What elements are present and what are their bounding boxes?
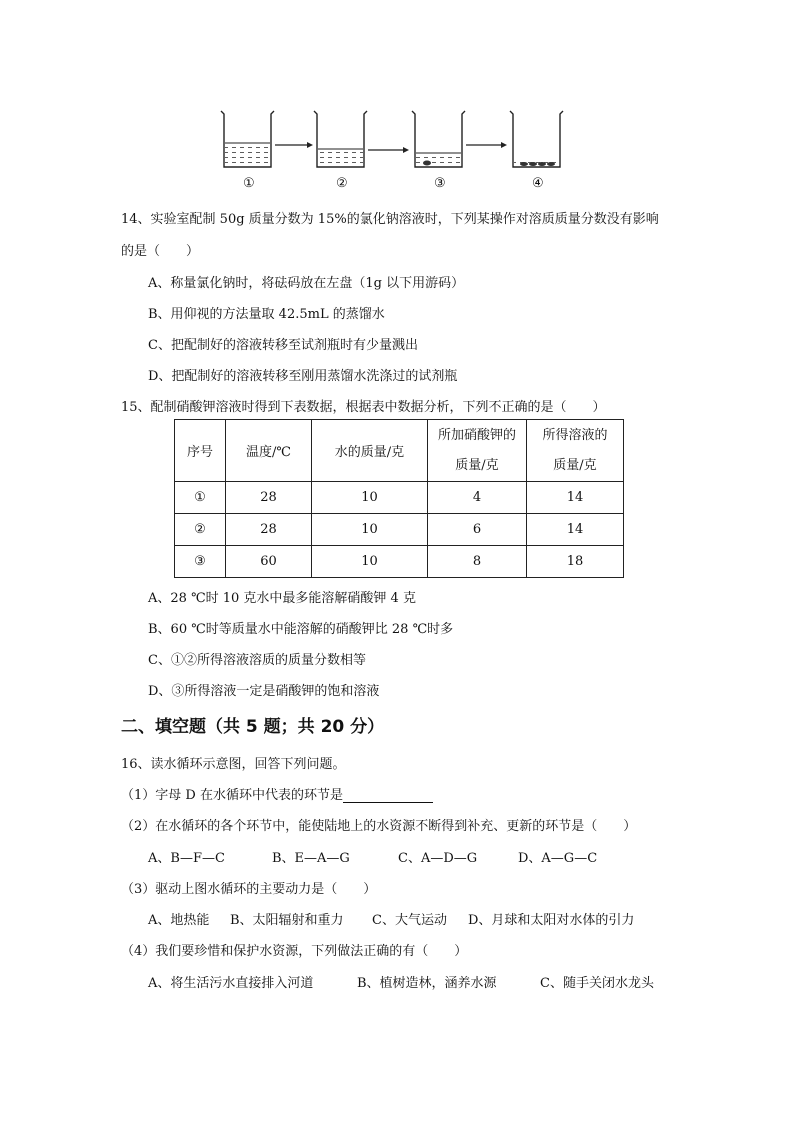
table-cell: 14: [527, 482, 624, 514]
table-cell: ①: [175, 482, 226, 514]
table-cell: 14: [527, 514, 624, 546]
arrow-1: [275, 142, 313, 148]
table-cell: 10: [312, 514, 428, 546]
header-solution-mass-line2: 质量/克: [553, 457, 597, 473]
q16-p4-option-c: C、随手关闭水龙头: [540, 976, 654, 991]
q16-p3-option-c: C、大气运动: [372, 913, 447, 928]
q16-p2-option-a: A、B—F—C: [148, 851, 225, 866]
beaker-3: [412, 111, 465, 167]
header-solution-mass: [527, 420, 624, 482]
q15-option-b: B、60 ℃时等质量水中能溶解的硝酸钾比 28 ℃时多: [148, 622, 454, 637]
q16-part1-answer-blank[interactable]: [343, 788, 433, 803]
q15-option-d: D、③所得溶液一定是硝酸钾的饱和溶液: [148, 684, 380, 699]
q16-p2-option-d: D、A—G—C: [518, 851, 598, 866]
header-added-kno3-line2: 质量/克: [455, 457, 499, 473]
table-cell: 60: [226, 546, 312, 578]
q16-part2: （2）在水循环的各个环节中，能使陆地上的水资源不断得到补充、更新的环节是（ ）: [121, 819, 637, 834]
beaker-label-1: ①: [243, 176, 255, 191]
q16-part1: [121, 784, 433, 803]
header-index: 序号: [175, 420, 226, 482]
header-added-kno3-line1: 所加硝酸钾的: [437, 427, 516, 443]
beaker-label-4: ④: [532, 176, 544, 191]
q16-p3-option-d: D、月球和太阳对水体的引力: [468, 913, 635, 928]
q15-option-c: C、①②所得溶液溶质的质量分数相等: [148, 653, 366, 668]
section-2-heading: 二、填空题（共 5 题；共 20 分）: [121, 717, 385, 737]
q16-p4-option-b: B、植树造林，涵养水源: [357, 976, 497, 991]
arrow-3: [466, 142, 507, 148]
header-solution-mass-line1: 所得溶液的: [542, 427, 608, 443]
q16-p2-option-b: B、E—A—G: [272, 851, 350, 866]
q14-option-d: D、把配制好的溶液转移至刚用蒸馏水洗涤过的试剂瓶: [148, 369, 458, 384]
header-added-kno3: [428, 420, 527, 482]
beaker-1: [221, 111, 274, 167]
table-cell: 10: [312, 482, 428, 514]
table-cell: 28: [226, 482, 312, 514]
table-row: [175, 482, 624, 514]
q15-stem: 15、配制硝酸钾溶液时得到下表数据，根据表中数据分析，下列不正确的是（ ）: [121, 400, 606, 415]
q15-option-a: A、28 ℃时 10 克水中最多能溶解硝酸钾 4 克: [148, 591, 416, 606]
header-water-mass: 水的质量/克: [312, 420, 428, 482]
q14-stem-line1: 14、实验室配制 50g 质量分数为 15%的氯化钠溶液时，下列某操作对溶质质量分数没有影响: [121, 212, 659, 227]
q16-part4: （4）我们要珍惜和保护水资源，下列做法正确的有（ ）: [121, 944, 468, 959]
beaker-4: [510, 111, 563, 167]
q16-p3-option-b: B、太阳辐射和重力: [230, 913, 344, 928]
q16-p4-option-a: A、将生活污水直接排入河道: [148, 976, 314, 991]
q16-part3: （3）驱动上图水循环的主要动力是（ ）: [121, 882, 377, 897]
beaker-evaporation-diagram: [215, 105, 575, 195]
q14-option-b: B、用仰视的方法量取 42.5mL 的蒸馏水: [148, 307, 385, 322]
potassium-nitrate-table: [174, 419, 624, 578]
header-temperature: 温度/℃: [226, 420, 312, 482]
beaker-label-3: ③: [434, 176, 446, 191]
q16-stem: 16、读水循环示意图，回答下列问题。: [121, 757, 346, 772]
table-row: [175, 514, 624, 546]
table-cell: 28: [226, 514, 312, 546]
q16-p2-option-c: C、A—D—G: [398, 851, 478, 866]
table-header-row: [175, 420, 624, 482]
table-row: [175, 546, 624, 578]
q16-p3-option-a: A、地热能: [148, 913, 210, 928]
q16-part1-text: （1）字母 D 在水循环中代表的环节是: [121, 788, 343, 803]
table-cell: ②: [175, 514, 226, 546]
table-cell: 8: [428, 546, 527, 578]
table-cell: 4: [428, 482, 527, 514]
table-cell: 10: [312, 546, 428, 578]
table-cell: ③: [175, 546, 226, 578]
table-cell: 18: [527, 546, 624, 578]
table-cell: 6: [428, 514, 527, 546]
beaker-label-2: ②: [336, 176, 348, 191]
q14-option-a: A、称量氯化钠时，将砝码放在左盘（1g 以下用游码）: [148, 276, 465, 291]
beaker-2: [314, 111, 367, 167]
arrow-2: [368, 147, 409, 153]
q14-stem-line2: 的是（ ）: [121, 244, 200, 259]
q14-option-c: C、把配制好的溶液转移至试剂瓶时有少量溅出: [148, 338, 418, 353]
